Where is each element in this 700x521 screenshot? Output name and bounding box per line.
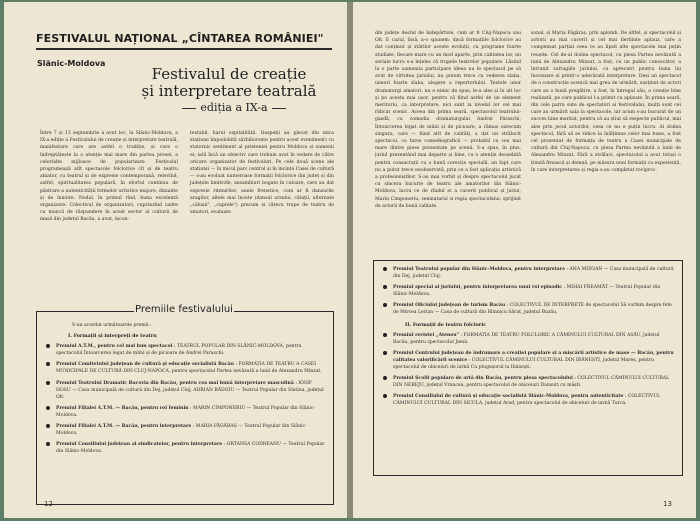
bullet-icon xyxy=(46,344,50,348)
page-number-left: 12 xyxy=(44,500,53,508)
award-item: Premiul revistei „Ateneu" : FORMAȚIA DE TEATRU FOLCLORIC A CĂMINULUI CULTURAL DIN ASĂU, județul Bacău, pentru spectacolul Jienii. xyxy=(381,332,675,346)
award-item: Premiul Școlii populare de artă din Bacău, pentru piesa spectacolului : COLECTIVUL CĂMINULUI CULTURAL DIN NEREJU, județul Vrancea, pentru spectacolul de obiceiuri Dansuri cu măști. xyxy=(381,375,675,389)
award-item: Premiul Filialei A.T.M. — Bacău, pentru interpretare : MARIA FĂGĂRAȘ — Teatrul Popular din Slănic-Moldova. xyxy=(44,423,326,437)
bullet-icon xyxy=(383,351,387,355)
article-title xyxy=(124,66,334,100)
award-item: Premiul Teatrului popular din Slănic-Moldova, pentru interpretare : ANA MIZGAN — Casa municipală de cultură din Dej, județul Cluj. xyxy=(381,266,675,280)
bullet-icon xyxy=(46,362,50,366)
award-item: Premiul A.T.M., pentru cel mai bun spectacol : TEATRUL POPULAR DIN SLĂNIC-MOLDOVA, pentru spectacolul Întoarcerea legat de mîini și de picioare de Andrei Paraschi. xyxy=(44,343,326,357)
page-number-right: 13 xyxy=(663,500,672,508)
bullet-icon xyxy=(383,333,387,337)
award-item: Premiul Comitetului județean de cultură și educație socialistă Bacău : FORMAȚIA DE TEATRU A CASEI MUNICIPALE DE CULTURĂ DIN CLUJ-NAPOCA, pentru spectacolul Partea nevăzută a lunii de Alexandru Minzat. xyxy=(44,361,326,375)
header-rule xyxy=(36,48,332,50)
edition-label xyxy=(154,101,314,114)
bullet-icon xyxy=(46,381,50,385)
awards-title: Premiile festivalului xyxy=(135,304,233,315)
bullet-icon xyxy=(383,394,387,398)
award-item: Premiul Consiliului județean al sindicatelor, pentru interpretare : ORTANSA CODREANU — Teatrul Popular din Slănic-Moldova. xyxy=(44,441,326,455)
bullet-icon xyxy=(383,303,387,307)
right-column-1: din județe destul de îndepărtate, cum ar fi Cluj-Napoca sau Olt. E cazul, însă, a-o spunem: dacă formațiile folclorice au dat conținut și stărilor aceste evoluții, cu programe foarte studiate, fiecare mare cu un mod aparte, prin calitatea lor, nu seriale lucru s-a înțeles că trupele teatrelor populare. Lăsind la o parte oameniia participare ideea nu le spectacol pe să avut de virtutea juriului, nu putem trece cu vederea slaba, uneori foarte slaba, alegere a repertoriului. Textele unor dramaturgi amatori, nu e nimic de spus, le-a ales și în alt loc și pe acesta mai ușor, pentru că fiind astfel de un element meritoriu, ca interpretare, nici sunt la nivelul lor cel mai ridicat scenic. Aceea din prima seară, spectacolul teatrului-gazdă, cu comedia dramaturgului Andrei Paraschi, Întoarcerea legat de mîini și de picioare, a rămas oarecum singura, care — fiind atît de calități, a dat un strălucit spectacol, cu farse comediografică — probabil cu cea mai mare dintre piese prezentate pe scenă. S-a spus, în plus, juriul prezentând mai departe și bine, cu o atenție deosebită pentru consacrații cu o bună corecție specială, un fapt care nu a putut trece neobservată, prin ce a fost aplicația artistică a profesioniștilor. S-au mai vorbit și despre spectacolul jucat cu sincera bucurie de teatru ale amatorilor din Slănic-Moldova, lucru ce de rîndul ei a cucerit publicul și juriul, Marin Cimponeriu, semnatarul și regia spectacolului, sprijinit de actorii de bună calitate. xyxy=(375,31,521,209)
edition-text: ediția a IX-a xyxy=(200,101,268,114)
section-theatre: I. Formații și interpreți de teatru xyxy=(68,333,157,340)
title-line-1: Festivalul de creație xyxy=(151,65,307,83)
bullet-icon xyxy=(383,285,387,289)
award-item: Premiul Teatrului Dramatic Bacovia din Bacău, pentru cea mai bună interpretare masculină : IOSIF HOSU — Casa municipală de cultură din Dej, județul Cluj; ADRIAN BĂDOIU — Teatrul Popular din Slatina, județul Olt. xyxy=(44,380,326,401)
title-line-2: și interpretare teatrală xyxy=(141,82,317,100)
section-folk-theatre: II. Formații de teatru folcloric xyxy=(405,321,487,328)
award-item: Premiul Centrului județean de îndrumare a creației populare și a mișcării artistice de mase — Bacău, pentru calitatea valorificării scenice : COLECTIVUL CĂMINULUI CULTURAL DIN IBĂNEȘTI, județul Mureș, pentru spectacolul de obiceiuri de iarnă Cu plugușorul la Ibănești. xyxy=(381,350,675,371)
right-column-2: sonal, și Maria Făgăraș, prin aplomb. De altfel, și spectacolul și actorii au mai cucerit și cel mai fierbinte aplauz, care a compensat parțial ceea ce au lipsit alte spectacole mai puțin reușite. Cel de-al doilea spectacol, cu piesa Partea nevăzută a lunii de Alexandru Minzat, a fost, cu un public cunoscător, a întrunit sufragiile juriului, cu aprecieri pentru buna lui înscenare și printr-o adevărată interpretare. Deși un spectacol de o construcție scenică mai greu de urmărit, susținut de actori care au o bună pregătire, a fost, în întregul său, o creație bine realizată, pe care publicul l-a primit cu aplauze. În prima seară, din cele patru sute de spectatori ai festivalului, mulți sunt cei care au urmărit sala la spectacole, iar acum s-au bucurat de un succes bine meritat, pentru că au știut să respecte publicul, mai ales prin jocul actorilor, ceea ce nu e puțin lucru. Al doilea spectacol, fără să se ridice la înălțimea celor mai bune, a fost cel prezentat de formația de teatru a Casei municipale de cultură din Cluj-Napoca, cu piesa Partea nevăzută a lunii de Alexandru Minzat. Fără a străluci, spectacolul a avut totuși o ținută firească și demnă, pe măsura unei formații cu experiență, în care interpretarea și regia s-au completat reciproc. xyxy=(531,31,681,173)
bullet-icon xyxy=(46,406,50,410)
awards-list-left xyxy=(44,322,326,459)
awards-intro: S-au acordat următoarele premii : xyxy=(72,323,152,328)
bullet-icon xyxy=(46,424,50,428)
festival-header: FESTIVALUL NAȚIONAL „CÎNTAREA ROMÂNIEI" xyxy=(36,32,324,45)
bullet-icon xyxy=(46,442,50,446)
article-place: Slănic-Moldova xyxy=(37,59,106,68)
intro-column-2: testabil, harul ospitalității. Oaspeții au plecat din mica stațiune împodobită sărbătorește pentru acest eveniment) cu statornic sentiment al prieteniei pentru Moldova și oamenii ei; iată încă un obiectiv care trebuie avut în vedere de către oricare organizator de festivaluri. Pe cele două scene ale stațiunii — în micul parc central și în incinta Casei de cultură — s-au evoluat numeroase formații folclorice din județ și din județele limitrofe, ansambluri bogate în culoare, care au dat expresie ritmurilor, unele frenetice, cum ar fi dansurile aragilor, altele mai încete (dansul ursului, căiuții, alternate „călușii", „caprele") precum și câteva trupe de teatru de amatori, evaluate xyxy=(190,131,334,216)
bullet-icon xyxy=(383,376,387,380)
awards-list-right xyxy=(381,266,675,411)
award-item: Premiul Consiliului de cultură și educație socialistă Slănic-Moldova, pentru autenticitate : COLECTIVUL CĂMINULUI CULTURAL DIN SICULA, județul Arad, pentru spectacolul de obiceiuri de iarnă Turca. xyxy=(381,393,675,407)
award-item: Premiul special al juriului, pentru interpretarea unui rol episodic : MIHAI FREAMĂT — Teatrul Popular din Slănic-Moldova. xyxy=(381,284,675,298)
magazine-spread xyxy=(4,2,696,518)
bullet-icon xyxy=(383,267,387,271)
left-page xyxy=(4,2,347,518)
award-item: Premiul Oficiului județean de turism Bacău : COLECTIVUL DE INTERPRETE de spectacolul Să vorbim despre fete de Mircea Lerian — Casa de cultură din Rîmnicu Sărat, județul Buzău. xyxy=(381,302,675,316)
right-page xyxy=(353,2,696,518)
award-item: Premiul Filialei A.T.M. — Bacău, pentru rol feminin : MARIN CIMPONERIU — Teatrul Popular din Slănic-Moldova. xyxy=(44,405,326,419)
intro-column-1: Între 7 și 13 septembrie a avut loc, la Slănic-Moldova, a IX-a ediție a Festivalului de creație și interpretare teatrală, manifestare care are astfel o tradiție, și care o îndreptățește la o atenție mai mare din partea presei, a celorlalte mijloace de popularizare. Festivalul programează atît spectacole folclorice cît și de teatru amator, cu teatrul și de expresie contemporană, relevînd, astfel, spiritualitatea populară, în efortul continuu de păstrare a autenticității formelor artistice majore, dinainte și de înnoire. Nodal, în primul rînd, buna excelentă organizare: Colectivul de organizatori, cuprinzînd cadre cu muncă de răspundere în acest sector al culturii de masă din județul Bacău, a avut, incon- xyxy=(40,131,178,223)
